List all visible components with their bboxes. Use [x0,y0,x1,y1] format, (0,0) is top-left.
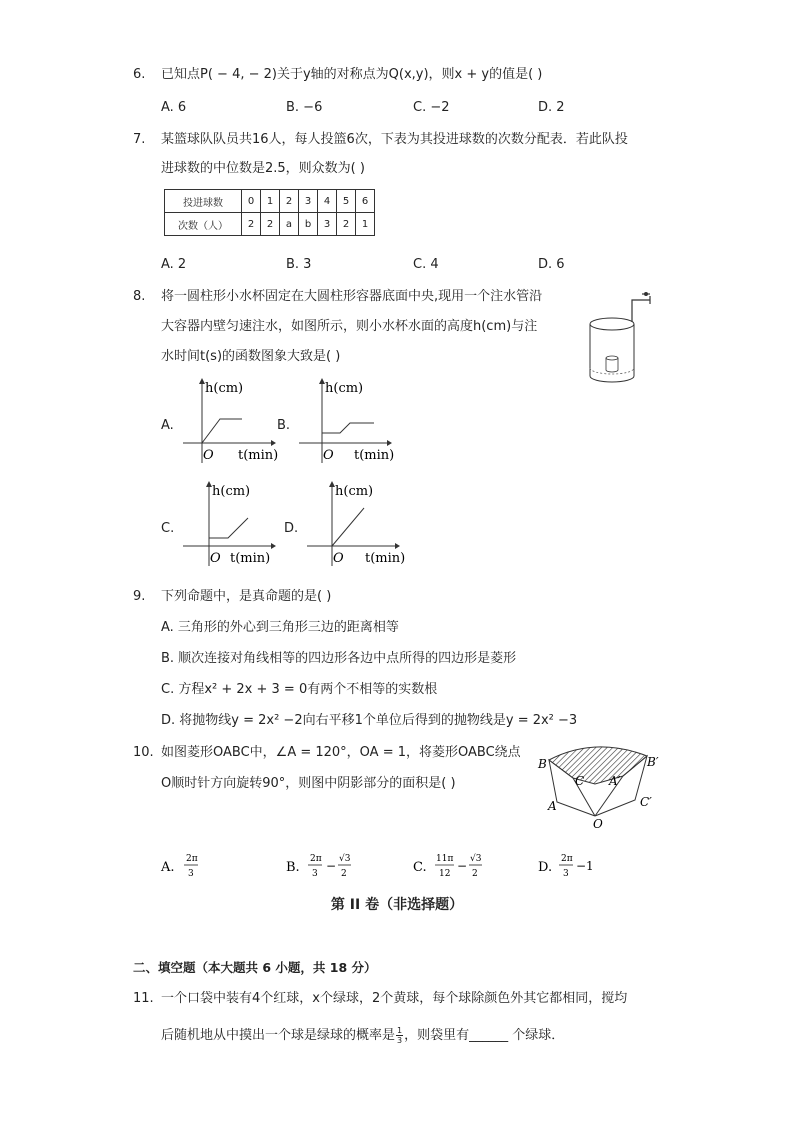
q10-options [158,848,678,884]
question-6-text: 已知点P( − 4, − 2)关于y轴的对称点为Q(x,y)，则x + y的值是( ) [161,67,543,82]
q6-option-d: D. 2 [538,100,565,115]
table-header-cell: 投进球数 [165,190,242,213]
q11-fraction-den: 3 [397,1036,403,1045]
table-cell: 4 [318,190,337,213]
q10-option-c-num: 11π [436,854,454,864]
q10-option-b-num: 2π [310,854,322,864]
table-cell: 3 [318,213,337,236]
graph-d [302,478,407,568]
table-cell: b [299,213,318,236]
table-row [165,190,375,213]
table-cell: 0 [242,190,261,213]
q9-option-a: A. 三角形的外心到三角形三边的距离相等 [161,620,399,635]
table-cell: 3 [299,190,318,213]
graph-b-ylabel: h(cm) [325,381,364,396]
part-2-title: 第 II 卷（非选择题） [330,897,464,913]
water-container-figure [580,288,660,388]
q10-option-d-den: 3 [563,869,569,879]
q7-option-a: A. 2 [161,257,187,272]
table-header-cell: 次数（人） [165,213,242,236]
q10-option-b-letter: B. [286,860,300,875]
q11-line2-post: ，则袋里有______ 个绿球． [404,1028,565,1043]
question-7-line2: 进球数的中位数是2.5，则众数为( ) [161,161,365,176]
graph-d-origin: O [333,551,344,566]
table-cell: a [280,213,299,236]
graph-a-origin: O [203,448,214,463]
graph-d-xlabel: t(min) [365,551,406,566]
q10-option-a-letter: A. [161,860,175,875]
q10-option-c-minus: − [457,859,468,873]
q11-fraction [396,1026,403,1045]
q10-option-a-num: 2π [186,854,198,864]
rhombus-rotation-figure [535,740,665,830]
table-cell: 5 [337,190,356,213]
question-11-line1: 一个口袋中装有4个红球，x个绿球，2个黄球，每个球除颜色外其它都相同，搅均 [161,991,628,1006]
graph-b-xlabel: t(min) [354,448,395,463]
q10-option-d-letter: D. [538,860,553,875]
q9-option-b: B. 顺次连接对角线相等的四边形各边中点所得的四边形是菱形 [161,651,517,666]
graph-d-ylabel: h(cm) [335,484,374,499]
table-cell: 2 [242,213,261,236]
q8-option-b: B. [277,418,291,433]
question-8-line2: 大容器内壁匀速注水，如图所示，则小水杯水面的高度h(cm)与注 [161,319,538,334]
q10-option-b-num2: √3 [339,854,351,864]
label-a: A [548,799,557,813]
question-10-number: 10. [133,745,154,760]
graph-a-xlabel: t(min) [238,448,279,463]
q11-line2-pre: 后随机地从中摸出一个球是绿球的概率是 [161,1028,396,1043]
q6-option-a: A. 6 [161,100,187,115]
label-b: B [538,757,547,771]
graph-c-origin: O [210,551,221,566]
label-o: O [593,817,603,830]
graph-a [178,375,283,465]
label-b-prime: B′ [647,755,659,769]
question-11-number: 11. [133,991,154,1006]
q6-option-c: C. −2 [413,100,450,115]
q10-option-d-num: 2π [561,854,573,864]
label-a-prime: A′ [609,774,621,788]
label-c: C [575,774,585,788]
frequency-table [164,189,375,236]
question-9-number: 9. [133,589,146,604]
q9-option-d: D. 将抛物线y = 2x² −2向右平移1个单位后得到的抛物线是y = 2x² −3 [161,713,578,728]
q7-option-b: B. 3 [286,257,312,272]
q10-option-a-den: 3 [188,869,194,879]
table-cell: 6 [356,190,375,213]
graph-a-ylabel: h(cm) [205,381,244,396]
q10-option-c-num2: √3 [470,854,482,864]
question-8-number: 8. [133,289,146,304]
q10-option-c-den2: 2 [472,869,478,879]
q10-option-b-minus: − [326,859,337,873]
q8-option-a: A. [161,418,174,433]
q8-option-c: C. [161,521,175,536]
q10-option-c-letter: C. [413,860,427,875]
q10-option-b-den2: 2 [341,869,347,879]
graph-b [294,375,399,465]
question-7-line1: 某篮球队队员共16人，每人投篮6次，下表为其投进球数的次数分配表．若此队投 [161,132,628,147]
table-cell: 1 [356,213,375,236]
graph-c-ylabel: h(cm) [212,484,251,499]
q7-option-c: C. 4 [413,257,439,272]
q10-option-b-den: 3 [312,869,318,879]
label-c-prime: C′ [640,795,652,809]
question-9-text: 下列命题中，是真命题的是( ) [161,589,332,604]
graph-c-xlabel: t(min) [230,551,271,566]
q10-option-d-tail: −1 [576,859,594,873]
table-cell: 1 [261,190,280,213]
q8-option-d: D. [284,521,299,536]
question-8-line3: 水时间t(s)的函数图象大致是( ) [161,349,341,364]
question-6-number: 6. [133,67,146,82]
question-7-number: 7. [133,132,146,147]
q9-option-c: C. 方程x² + 2x + 3 = 0有两个不相等的实数根 [161,682,438,697]
question-10-line1: 如图菱形OABC中，∠A = 120°，OA = 1，将菱形OABC绕点 [161,745,521,760]
question-10-line2: O顺时针方向旋转90°，则图中阴影部分的面积是( ) [161,776,456,791]
graph-c [178,478,283,568]
table-cell: 2 [261,213,280,236]
section-2-heading: 二、填空题（本大题共 6 小题，共 18 分） [133,960,377,975]
graph-b-origin: O [323,448,334,463]
q6-option-b: B. −6 [286,100,323,115]
question-11-line2 [161,1026,564,1045]
table-row [165,213,375,236]
q7-option-d: D. 6 [538,257,565,272]
table-cell: 2 [280,190,299,213]
question-8-line1: 将一圆柱形小水杯固定在大圆柱形容器底面中央,现用一个注水管沿 [161,289,543,304]
q11-fraction-num: 1 [397,1026,403,1035]
q10-option-c-den: 12 [439,869,451,879]
table-cell: 2 [337,213,356,236]
